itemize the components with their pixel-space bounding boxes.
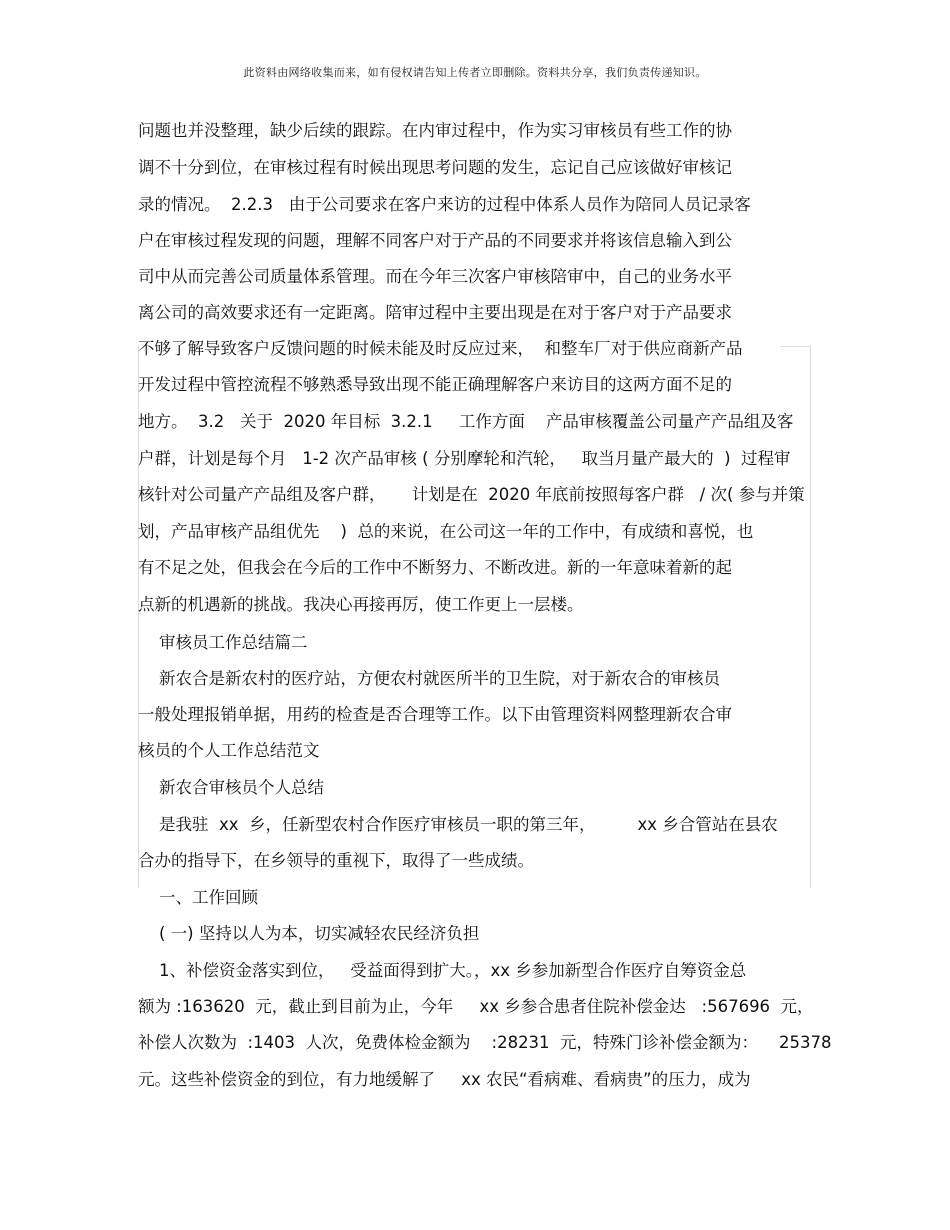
section-heading: 审核员工作总结篇二 (138, 633, 308, 652)
body-line: 户群，计划是每个月 1-2 次产品审核 ( 分别摩轮和汽轮， 取当月量产最大的 ) 过程审 (138, 449, 791, 468)
body-line: 新农合是新农村的医疗站，方便农村就医所半的卫生院，对于新农合的审核员 (138, 669, 720, 688)
body-line: 核员的个人工作总结范文 (138, 741, 320, 760)
body-line: 不够了解导致客户反馈问题的时候未能及时反应过来， 和整车厂对于供应商新产品 (138, 339, 743, 358)
body-line: 合办的指导下，在乡领导的重视下，取得了一些成绩。 (138, 851, 534, 870)
body-line: 1、补偿资金落实到位， 受益面得到扩大。，xx 乡参加新型合作医疗自筹资金总 (138, 961, 747, 980)
body-line: 划，产品审核产品组优先 ) 总的来说，在公司这一年的工作中，有成绩和喜悦，也 (138, 522, 754, 541)
body-line: 额为 :163620 元，截止到目前为止，今年 xx 乡参合患者住院补偿金达 :567696 元， (138, 997, 814, 1016)
body-line: 地方。 3.2 关于 2020 年目标 3.2.1 工作方面 产品审核覆盖公司量产产品组及客 (138, 412, 794, 431)
body-line: 补偿人次数为 :1403 人次，免费体检金额为 :28231 元，特殊门诊补偿金额为： 25378 (138, 1033, 832, 1052)
body-line: 有不足之处，但我会在今后的工作中不断努力、不断改进。新的一年意味着新的起 (138, 558, 732, 577)
subsection-heading: ( 一) 坚持以人为本，切实减轻农民经济负担 (138, 924, 480, 943)
body-line: 离公司的高效要求还有一定距离。陪审过程中主要出现是在对于客户对于产品要求 (138, 303, 732, 322)
body-line: 户在审核过程发现的问题，理解不同客户对于产品的不同要求并将该信息输入到公 (138, 231, 732, 250)
body-line: 调不十分到位，在审核过程有时候出现思考问题的发生，忘记自己应该做好审核记 (138, 158, 732, 177)
body-line: 是我驻 xx 乡，任新型农村合作医疗审核员一职的第三年， xx 乡合管站在县农 (138, 815, 778, 834)
frame-top-border (780, 346, 811, 347)
body-line: 问题也并没整理，缺少后续的跟踪。在内审过程中，作为实习审核员有些工作的协 (138, 121, 732, 140)
body-line: 元。这些补偿资金的到位，有力地缓解了 xx 农民“看病难、看病贵”的压力，成为 (138, 1070, 751, 1089)
body-line: 司中从而完善公司质量体系管理。而在今年三次客户审核陪审中，自己的业务水平 (138, 267, 732, 286)
body-line: 一般处理报销单据，用药的检查是否合理等工作。以下由管理资料网整理新农合审 (138, 705, 732, 724)
section-heading: 新农合审核员个人总结 (138, 778, 324, 797)
body-line: 录的情况。 2.2.3 由于公司要求在客户来访的过程中体系人员作为陪同人员记录客 (138, 195, 751, 214)
body-line: 点新的机遇新的挑战。我决心再接再厉，使工作更上一层楼。 (138, 595, 584, 614)
frame-right-border (810, 346, 811, 888)
body-line: 开发过程中管控流程不够熟悉导致出现不能正确理解客户来访目的这两方面不足的 (138, 375, 732, 394)
body-line: 核针对公司量产产品组及客户群， 计划是在 2020 年底前按照每客户群 / 次( 参与并策 (138, 485, 805, 504)
section-heading: 一、工作回顾 (138, 888, 258, 907)
header-disclaimer: 此资料由网络收集而来，如有侵权请告知上传者立即删除。资料共分享，我们负责传递知识。 (243, 66, 707, 79)
